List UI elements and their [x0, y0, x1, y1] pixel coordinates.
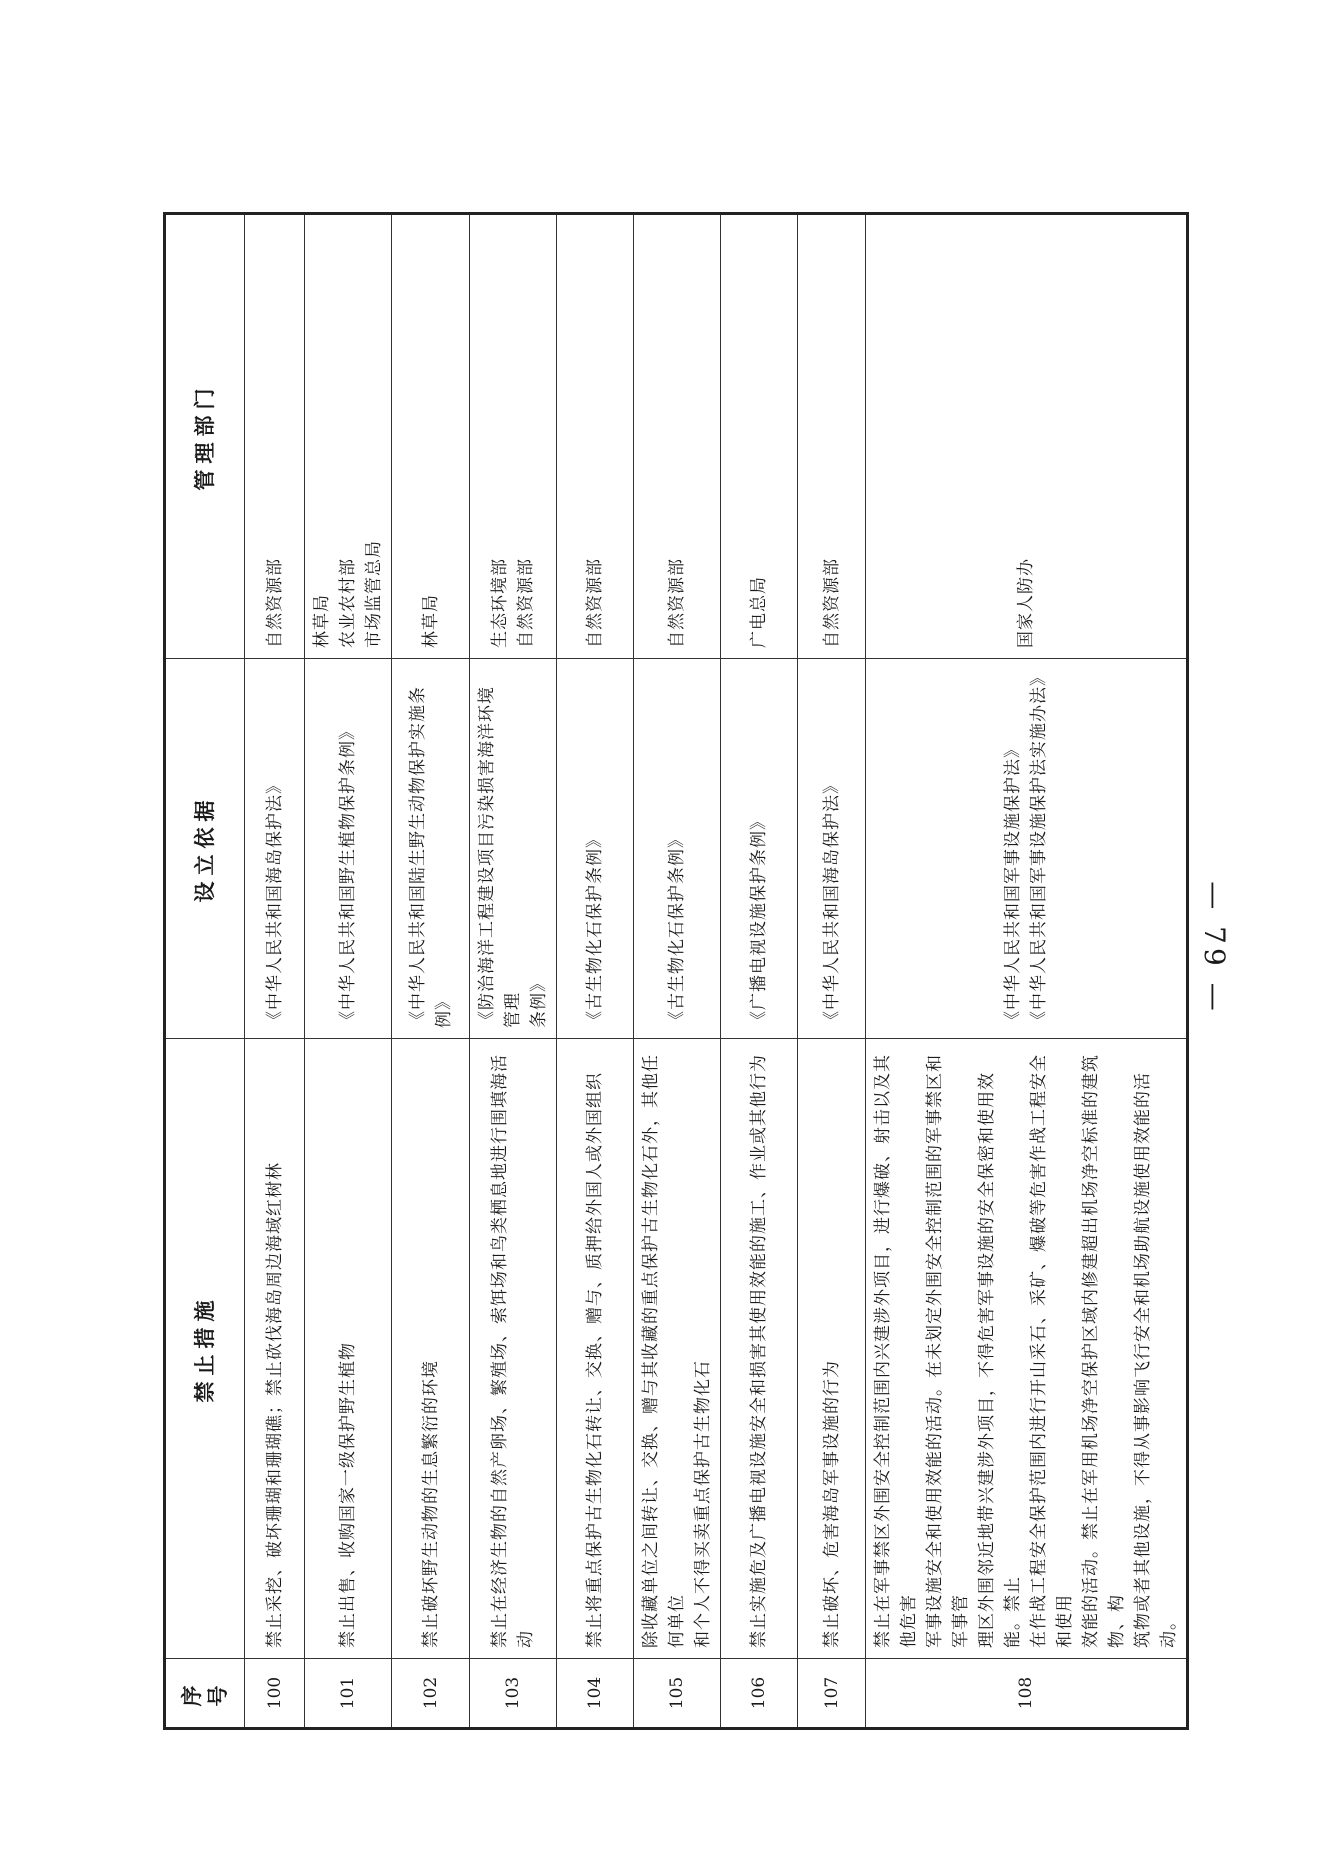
dept-cell [721, 214, 798, 659]
measure-cell [557, 1039, 634, 1659]
cell-line: 筑物或者其他设施，不得从事影响飞行安全和机场助航设施使用效能的活动。 [1133, 1072, 1179, 1648]
cell-line: 禁止采挖、破坏珊瑚和珊瑚礁；禁止砍伐海岛周边海域红树林 [264, 1162, 285, 1648]
cell-line: 禁止出售、收购国家一级保护野生植物 [338, 1342, 358, 1648]
cell-line: 禁止破坏、危害海岛军事设施的行为 [821, 1360, 842, 1648]
cell-line: 禁止实施危及广播电视设施安全和损害其使用效能的施工、作业或其他行为 [749, 1054, 769, 1648]
table-row [634, 214, 721, 1729]
cell-line: 《中华人民共和国野生植物保护条例》 [338, 722, 358, 1028]
cell-line: 生态环境部 [490, 558, 510, 648]
basis-cell [392, 659, 470, 1039]
cell-line: 广电总局 [749, 576, 769, 648]
dept-cell [245, 214, 305, 659]
basis-cell [798, 659, 866, 1039]
row-number: 108 [866, 1659, 1188, 1729]
row-number: 103 [470, 1659, 557, 1729]
cell-line: 禁止将重点保护古生物化石转让、交换、赠与、质押给外国人或外国组织 [585, 1072, 605, 1648]
prohibition-table [163, 212, 1189, 1730]
cell-line: 自然资源部 [667, 558, 687, 648]
cell-line: 林草局 [420, 594, 441, 648]
cell-line: 《古生物化石保护条例》 [585, 830, 605, 1028]
cell-line: 军事设施安全和使用效能的活动。在未划定外围安全控制范围的军事禁区和军事管 [925, 1054, 971, 1648]
dept-cell [305, 214, 392, 659]
row-number: 102 [392, 1659, 470, 1729]
cell-line: 市场监管总局 [364, 540, 384, 648]
cell-line: 《防治海洋工程建设项目污染损害海洋环境管理 [477, 686, 523, 1028]
measure-cell [392, 1039, 470, 1659]
dept-cell [798, 214, 866, 659]
page-number: — 79 — [1198, 881, 1232, 1015]
cell-line: 《中华人民共和国陆生野生动物保护实施条例》 [407, 686, 454, 1028]
table-row [721, 214, 798, 1729]
row-number: 104 [557, 1659, 634, 1729]
measure-cell [721, 1039, 798, 1659]
cell-line: 禁止在军事禁区外围安全控制范围内兴建涉外项目，进行爆破、射击以及其他危害 [873, 1054, 919, 1648]
basis-cell [866, 659, 1188, 1039]
cell-line: 除收藏单位之间转让、交换、赠与其收藏的重点保护古生物化石外，其他任何单位 [641, 1054, 687, 1648]
table-row [557, 214, 634, 1729]
basis-cell [721, 659, 798, 1039]
cell-line: 自然资源部 [821, 558, 842, 648]
cell-line: 在作战工程安全保护范围内进行开山采石、采矿、爆破等危害作战工程安全和使用 [1029, 1054, 1075, 1648]
row-number: 100 [245, 1659, 305, 1729]
measure-cell [634, 1039, 721, 1659]
measure-cell [798, 1039, 866, 1659]
table-row [305, 214, 392, 1729]
table-row [392, 214, 470, 1729]
cell-line: 和个人不得买卖重点保护古生物化石 [693, 1360, 713, 1648]
basis-cell [634, 659, 721, 1039]
cell-line: 林草局 [312, 594, 332, 648]
header-basis: 设立依据 [165, 659, 245, 1039]
header-measure: 禁止措施 [165, 1039, 245, 1659]
cell-line: 禁止在经济生物的自然产卵场、繁殖场、索饵场和鸟类栖息地进行围填海活动 [490, 1054, 536, 1648]
table-body [245, 214, 1188, 1729]
header-dept: 管理部门 [165, 214, 245, 659]
cell-line: 《中华人民共和国海岛保护法》 [821, 776, 842, 1028]
dept-cell [557, 214, 634, 659]
measure-cell [866, 1039, 1188, 1659]
measure-cell [245, 1039, 305, 1659]
cell-line: 《古生物化石保护条例》 [667, 830, 687, 1028]
cell-line: 农业农村部 [338, 558, 358, 648]
cell-line: 自然资源部 [585, 558, 605, 648]
table-row [470, 214, 557, 1729]
table-row [245, 214, 305, 1729]
cell-line: 条例》 [529, 974, 549, 1028]
basis-cell [557, 659, 634, 1039]
cell-line: 国家人防办 [1016, 558, 1036, 648]
cell-line: 禁止破坏野生动物的生息繁衍的环境 [420, 1360, 441, 1648]
basis-cell [470, 659, 557, 1039]
cell-line: 《中华人民共和国军事设施保护法实施办法》 [1029, 668, 1049, 1028]
dept-cell [866, 214, 1188, 659]
row-number: 106 [721, 1659, 798, 1729]
table-row [798, 214, 866, 1729]
cell-line: 《中华人民共和国军事设施保护法》 [1003, 740, 1023, 1028]
measure-cell [305, 1039, 392, 1659]
cell-line: 《中华人民共和国海岛保护法》 [264, 776, 285, 1028]
header-no: 序号 [165, 1659, 245, 1729]
dept-cell [470, 214, 557, 659]
measure-cell [470, 1039, 557, 1659]
row-number: 105 [634, 1659, 721, 1729]
basis-cell [305, 659, 392, 1039]
row-number: 107 [798, 1659, 866, 1729]
rotated-table-page [163, 215, 1179, 1730]
row-number: 101 [305, 1659, 392, 1729]
cell-line: 效能的活动。禁止在军用机场净空保护区域内修建超出机场净空标准的建筑物、构 [1081, 1054, 1127, 1648]
cell-line: 自然资源部 [264, 558, 285, 648]
header-row [165, 214, 245, 1729]
cell-line: 自然资源部 [516, 558, 536, 648]
cell-line: 理区外围邻近地带兴建涉外项目，不得危害军事设施的安全保密和使用效能。禁止 [977, 1072, 1023, 1648]
dept-cell [634, 214, 721, 659]
basis-cell [245, 659, 305, 1039]
dept-cell [392, 214, 470, 659]
cell-line: 《广播电视设施保护条例》 [749, 812, 769, 1028]
